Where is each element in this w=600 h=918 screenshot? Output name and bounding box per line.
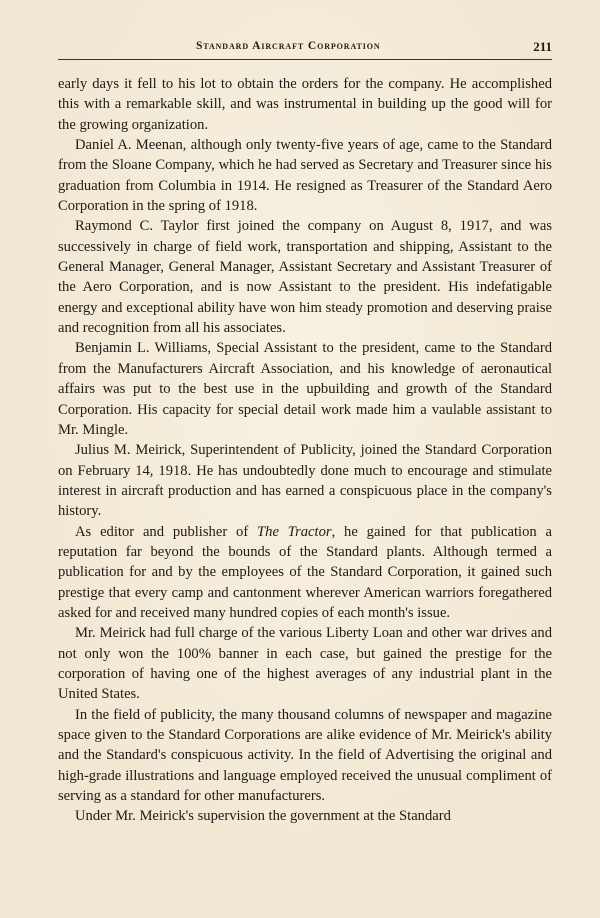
tractor-text-before: As editor and publisher of (75, 523, 258, 540)
paragraph-taylor: Raymond C. Taylor first joined the company on August 8, 1917, and was successively in charge of field work, transportation and shipping, Assistant to the General Manager, General Manager, Assistant Secretary and Assistant Treasurer of the Aero Corporation, and is now Assistant to the president. His indefatigable energy and exceptional ability have won him steady promotion and deserving praise and recognition from all his associates. (58, 218, 552, 337)
paragraph-liberty-loan: Mr. Meirick had full charge of the various Liberty Loan and other war drives and not only won the 100% banner in each case, but gained the prestige for the corporation of having one of the highest averages of any industrial plant in the United States. (58, 625, 552, 703)
tractor-title: The Tractor (257, 523, 332, 540)
body-text (58, 74, 552, 827)
running-title: Standard Aircraft Corporation (196, 40, 381, 52)
paragraph-tractor (58, 522, 552, 624)
paragraph-williams: Benjamin L. Williams, Special Assistant to the president, came to the Standard from the Manufacturers Aircraft Association, and his knowledge of aeronautical affairs was put to the best use in the upbuilding and growth of the Standard Corporation. His capacity for special detail work made him a vaulable assistant to Mr. Mingle. (58, 340, 552, 438)
header-rule (58, 59, 552, 60)
paragraph-continued: early days it fell to his lot to obtain the orders for the company. He accomplished this with a remarkable skill, and was instrumental in building up the good will for the growing organization. (58, 76, 552, 133)
tractor-text-after: , he gained for that publication a reputation far beyond the bounds of the Standard plants. Although termed a publication for and by the employees of the Standard Corporation, it gained such prestige that every camp and cantonment wherever American warriors foregathered asked for and received many hundred copies of each month's issue. (58, 523, 552, 621)
running-head (58, 38, 552, 60)
page-number: 211 (533, 39, 552, 54)
paragraph-publicity: In the field of publicity, the many thousand columns of newspaper and magazine space given to the Standard Corporations are alike evidence of Mr. Meirick's ability and the Standard's conspicuous activity. In the field of Advertising the original and high-grade illustrations and language employed received the unusual compliment of serving as a standard for other manufacturers. (58, 706, 552, 805)
paragraph-meirick: Julius M. Meirick, Superintendent of Publicity, joined the Standard Corporation on February 14, 1918. He has undoubtedly done much to encourage and stimulate interest in aircraft production and has earned a conspicuous place in the company's history. (58, 442, 552, 520)
paragraph-meenan: Daniel A. Meenan, although only twenty-five years of age, came to the Standard from the Sloane Company, which he had served as Secretary and Treasurer since his graduation from Columbia in 1914. He resigned as Treasurer of the Standard Aero Corporation in the spring of 1918. (58, 137, 552, 215)
paragraph-supervision: Under Mr. Meirick's supervision the government at the Standard (75, 808, 451, 825)
